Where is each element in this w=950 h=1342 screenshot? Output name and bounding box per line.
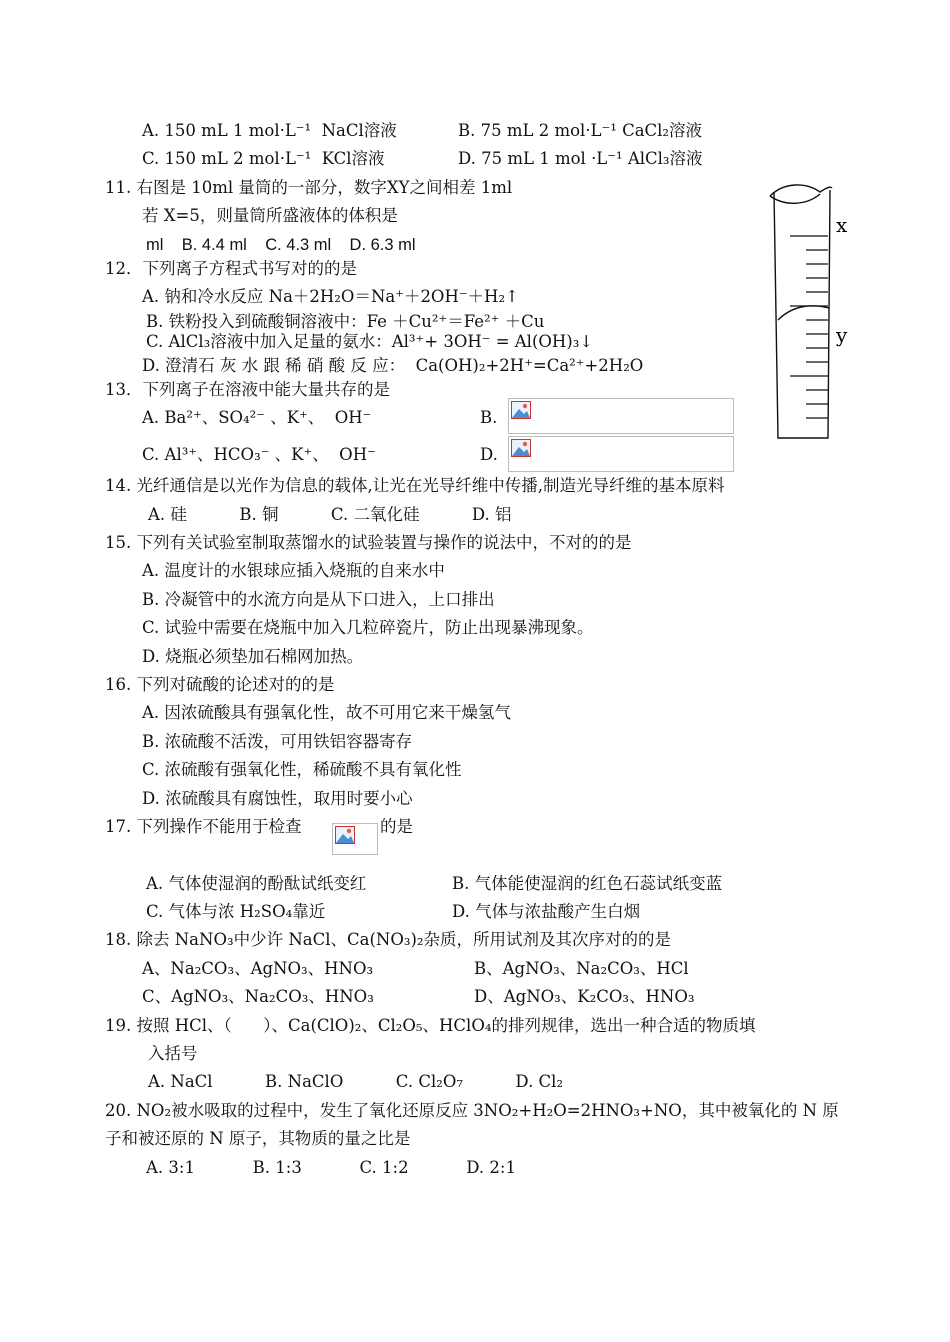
q17-stem: 17. 下列操作不能用于检查 <box>105 817 302 836</box>
q13-option-c: C. Al³⁺、HCO₃⁻ 、K⁺、 OH⁻ <box>142 445 376 464</box>
q17-inline-image <box>332 823 378 855</box>
q16-option-c: C. 浓硫酸有强氧化性，稀硫酸不具有氧化性 <box>142 760 462 779</box>
broken-image-icon <box>511 439 531 457</box>
q20-stem-2: 子和被还原的 N 原子，其物质的量之比是 <box>105 1129 411 1148</box>
q10-option-d: D. 75 mL 1 mol ·L⁻¹ AlCl₃溶液 <box>458 149 703 168</box>
q20-options: A. 3:1 B. 1:3 C. 1:2 D. 2:1 <box>146 1158 516 1177</box>
q13-option-b-image <box>508 398 734 434</box>
q14-stem: 14. 光纤通信是以光作为信息的载体,让光在光导纤维中传播,制造光导纤维的基本原料 <box>105 476 725 495</box>
q11-stem: 11. 右图是 10ml 量筒的一部分，数字XY之间相差 1ml <box>105 178 513 197</box>
label-y: y <box>836 323 848 347</box>
q15-option-a: A. 温度计的水银球应插入烧瓶的自来水中 <box>142 561 445 580</box>
q16-option-b: B. 浓硫酸不活泼，可用铁铝容器寄存 <box>142 732 413 751</box>
q18-option-c: C、AgNO₃、Na₂CO₃、HNO₃ <box>142 987 374 1006</box>
graduated-cylinder-figure <box>766 180 856 445</box>
label-x: x <box>836 213 848 237</box>
q17-option-c: C. 气体与浓 H₂SO₄靠近 <box>146 902 326 921</box>
q13-option-d-label: D. <box>480 445 498 464</box>
q12-option-b: B. 铁粉投入到硫酸铜溶液中：Fe ＋Cu²⁺＝Fe²⁺ ＋Cu <box>146 312 545 331</box>
q15-option-d: D. 烧瓶必须垫加石棉网加热。 <box>142 647 364 666</box>
q13-option-d-image <box>508 436 734 472</box>
q16-option-a: A. 因浓硫酸具有强氧化性，故不可用它来干燥氢气 <box>142 703 511 722</box>
q18-option-b: B、AgNO₃、Na₂CO₃、HCl <box>474 959 689 978</box>
cylinder-scale-ticks <box>790 236 828 418</box>
q17-option-b: B. 气体能使湿润的红色石蕊试纸变蓝 <box>452 874 723 893</box>
q13-option-b-label: B. <box>480 408 498 427</box>
q13-option-a: A. Ba²⁺、SO₄²⁻ 、K⁺、 OH⁻ <box>142 408 372 427</box>
q12-option-c: C. AlCl₃溶液中加入足量的氨水：Al³⁺+ 3OH⁻ = Al(OH)₃↓ <box>146 332 594 351</box>
q10-option-c: C. 150 mL 2 mol·L⁻¹ KCl溶液 <box>142 149 385 168</box>
q17-option-d: D. 气体与浓盐酸产生白烟 <box>452 902 641 921</box>
q15-option-c: C. 试验中需要在烧瓶中加入几粒碎瓷片，防止出现暴沸现象。 <box>142 618 594 637</box>
q12-option-d: D. 澄清石 灰 水 跟 稀 硝 酸 反 应： Ca(OH)₂+2H⁺=Ca²⁺+2H₂O <box>142 356 644 375</box>
q13-stem: 13．下列离子在溶液中能大量共存的是 <box>105 380 390 399</box>
q12-stem: 12．下列离子方程式书写对的的是 <box>105 259 357 278</box>
q15-stem: 15. 下列有关试验室制取蒸馏水的试验装置与操作的说法中，不对的的是 <box>105 533 632 552</box>
q10-option-a: A. 150 mL 1 mol·L⁻¹ NaCl溶液 <box>142 121 397 140</box>
q11-options: ml B. 4.4 ml C. 4.3 ml D. 6.3 ml <box>146 236 416 254</box>
q18-stem: 18. 除去 NaNO₃中少许 NaCl、Ca(NO₃)₂杂质，所用试剂及其次序对的的是 <box>105 930 672 949</box>
q18-option-d: D、AgNO₃、K₂CO₃、HNO₃ <box>474 987 695 1006</box>
q12-option-a: A. 钠和冷水反应 Na＋2H₂O＝Na⁺＋2OH⁻＋H₂↑ <box>142 287 519 306</box>
q17-stem-end: 的是 <box>380 817 413 836</box>
broken-image-icon <box>511 401 531 419</box>
q15-option-b: B. 冷凝管中的水流方向是从下口进入，上口排出 <box>142 590 495 609</box>
q11-stem-2: 若 X=5，则量筒所盛液体的体积是 <box>142 206 398 225</box>
q20-stem: 20. NO₂被水吸取的过程中，发生了氧化还原反应 3NO₂+H₂O=2HNO₃+NO，其中被氧化的 N 原 <box>105 1101 839 1120</box>
q14-options: A. 硅 B. 铜 C. 二氧化硅 D. 铝 <box>148 505 512 524</box>
q16-stem: 16. 下列对硫酸的论述对的的是 <box>105 675 335 694</box>
q19-options: A. NaCl B. NaClO C. Cl₂O₇ D. Cl₂ <box>148 1072 564 1091</box>
q18-option-a: A、Na₂CO₃、AgNO₃、HNO₃ <box>142 959 374 978</box>
q17-option-a: A. 气体使湿润的酚酞试纸变红 <box>146 874 367 893</box>
q19-stem-2: 入括号 <box>148 1044 198 1063</box>
q19-stem: 19. 按照 HCl、（ ）、Ca(ClO)₂、Cl₂O₅、HClO₄的排列规律，选出一种合适的物质填 <box>105 1016 756 1035</box>
q16-option-d: D. 浓硫酸具有腐蚀性，取用时要小心 <box>142 789 413 808</box>
broken-image-icon <box>335 826 355 844</box>
q10-option-b: B. 75 mL 2 mol·L⁻¹ CaCl₂溶液 <box>458 121 703 140</box>
